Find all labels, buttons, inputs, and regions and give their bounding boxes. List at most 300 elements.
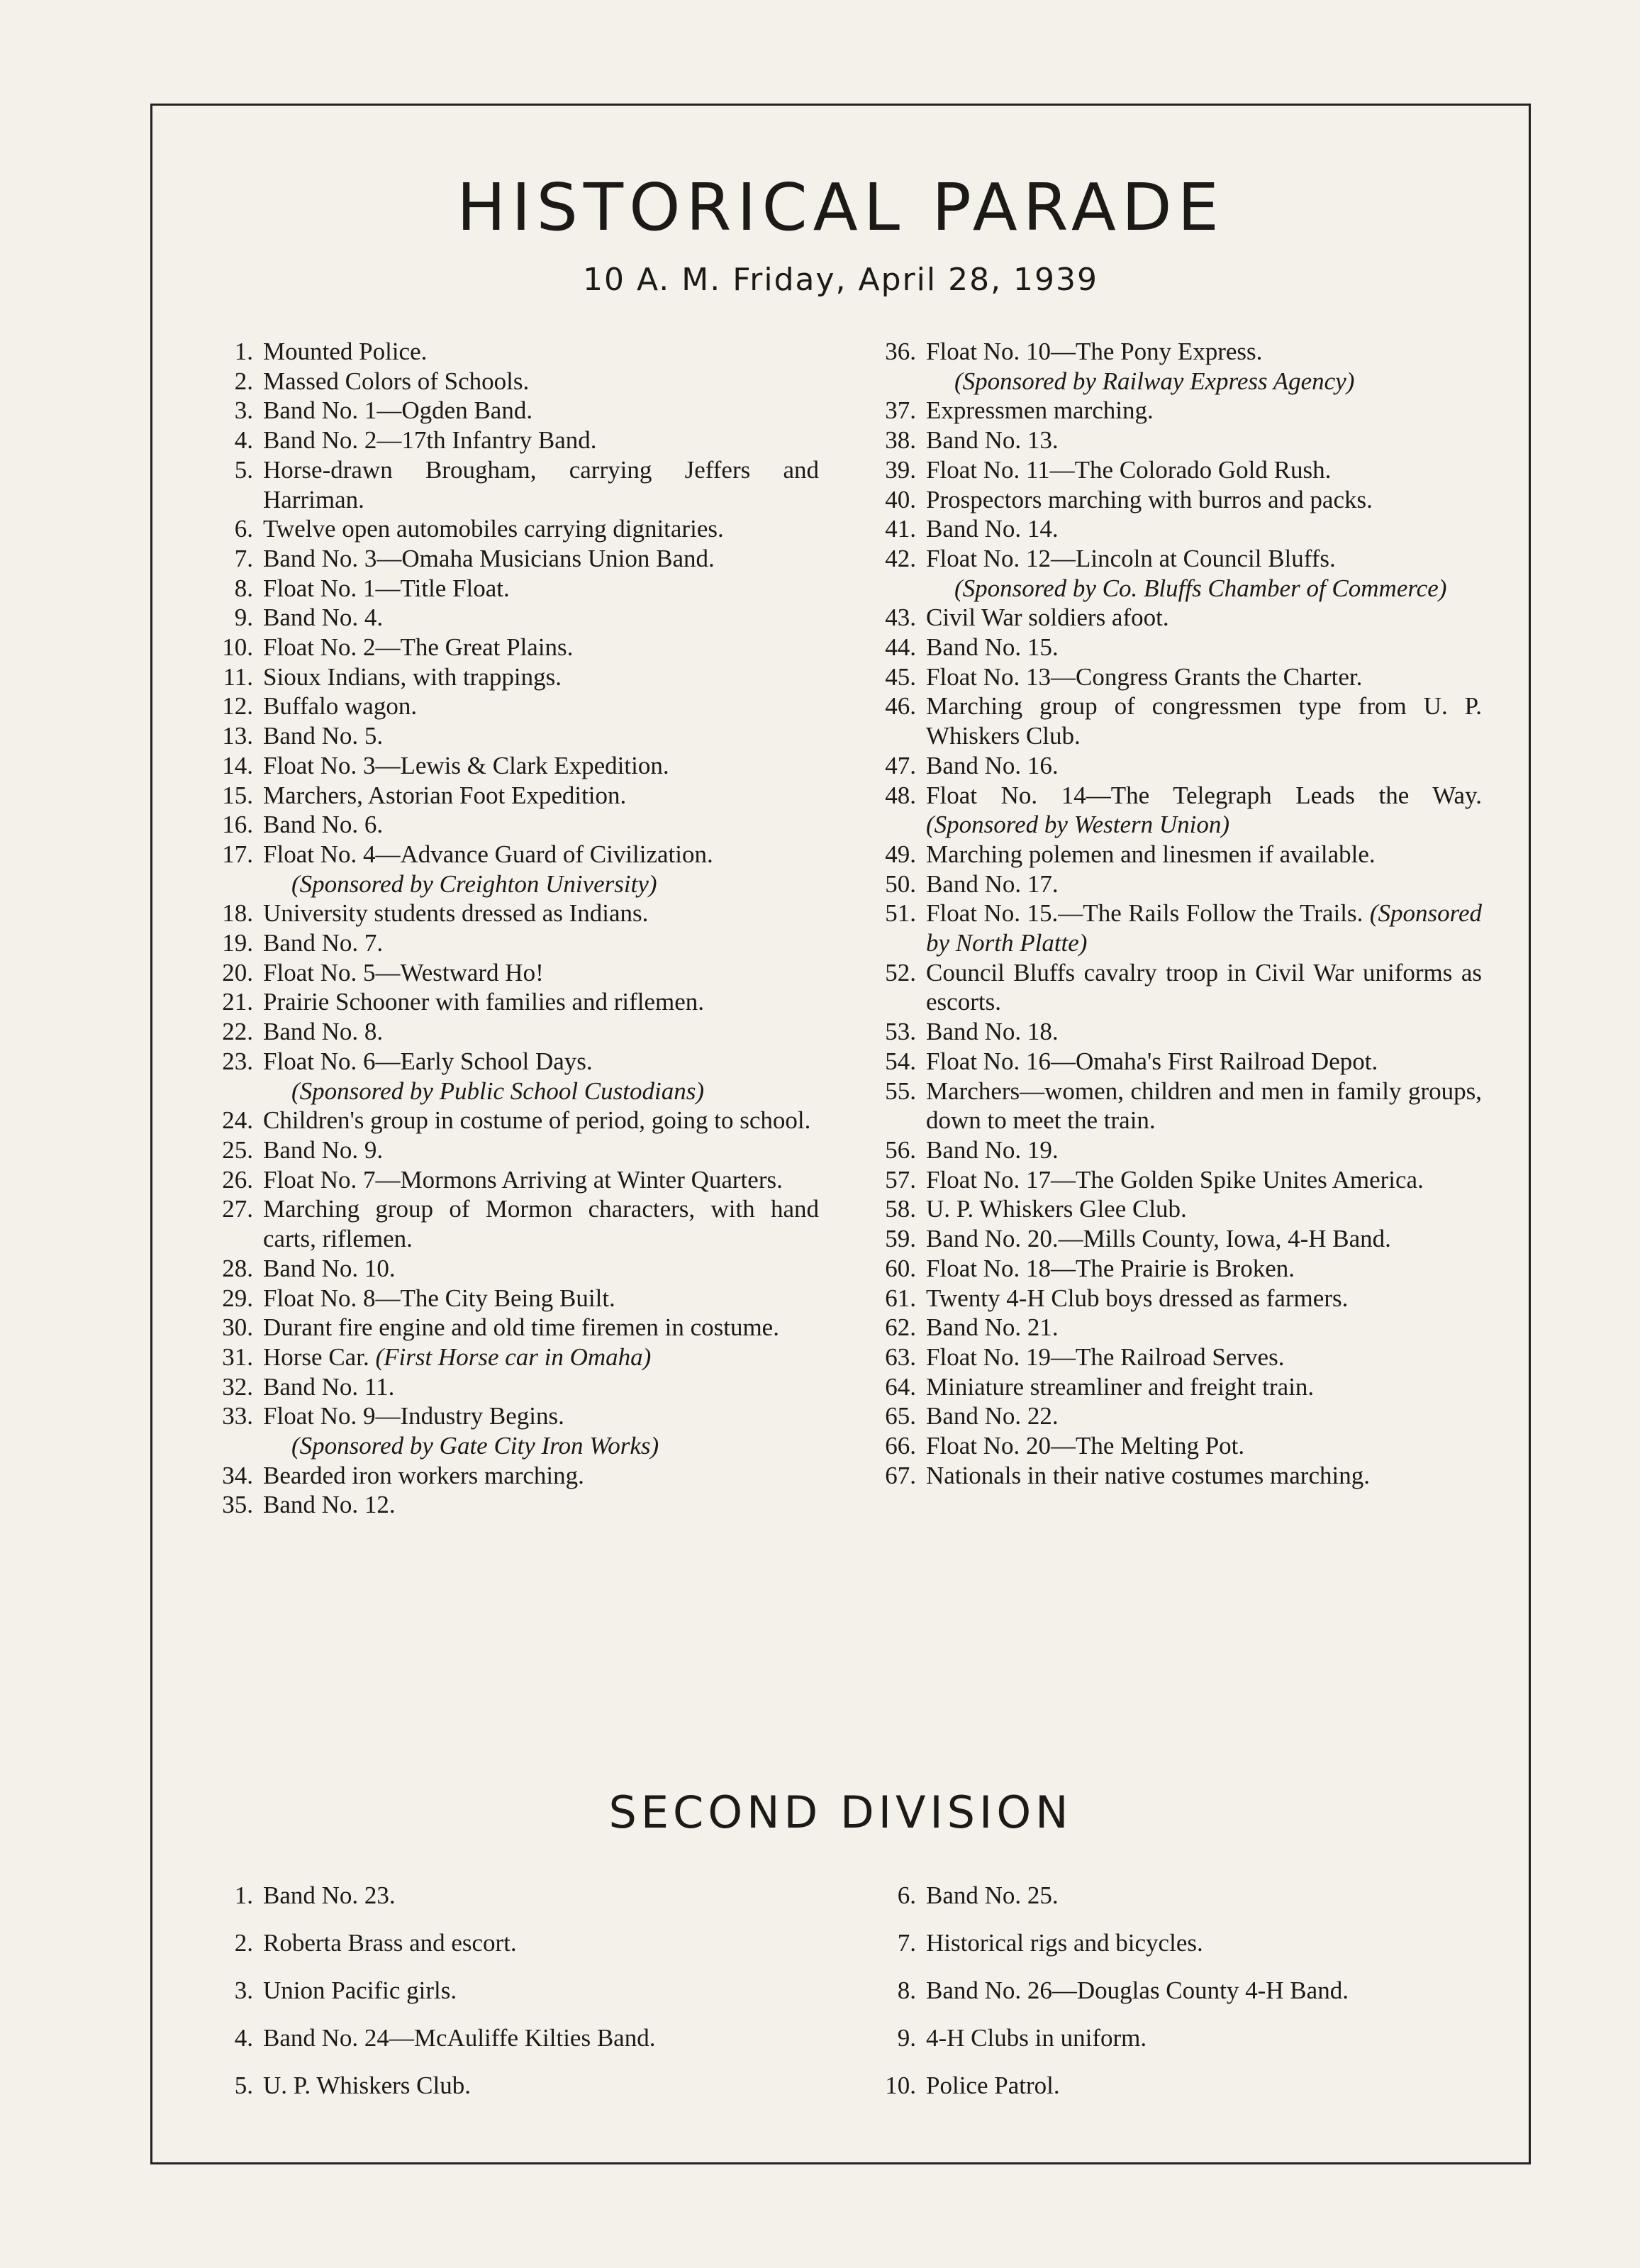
item-text-block (263, 1461, 819, 1491)
list-item (815, 781, 1482, 840)
item-text: Children's group in costume of period, going to school. (263, 1106, 811, 1135)
item-number: 9. (897, 2024, 916, 2052)
item-number: 3. (234, 1977, 253, 2004)
list-item (152, 2014, 791, 2062)
item-text: Band No. 10. (263, 1254, 396, 1282)
list-item (152, 514, 819, 544)
item-text: Horse Car. (263, 1343, 369, 1371)
list-item (152, 781, 819, 811)
list-item (815, 899, 1482, 957)
item-number: 41. (885, 515, 916, 543)
list-item (815, 869, 1482, 899)
item-number: 58. (885, 1195, 916, 1223)
item-number: 44. (885, 633, 916, 662)
list-item (152, 367, 819, 396)
list-item (152, 426, 819, 455)
item-number: 11. (223, 662, 253, 691)
item-number: 26. (222, 1165, 253, 1194)
list-item (815, 751, 1482, 781)
item-text: Durant fire engine and old time firemen in costume. (263, 1313, 779, 1342)
item-text: Band No. 5. (263, 722, 384, 750)
item-text: University students dressed as Indians. (263, 899, 649, 928)
list-item (152, 1919, 791, 1967)
item-text-block (926, 337, 1482, 396)
list-item (152, 1872, 791, 1919)
item-text-block (263, 426, 819, 455)
list-item (815, 958, 1482, 1017)
item-text: Band No. 7. (263, 929, 384, 957)
list-item (152, 574, 819, 604)
item-text: Band No. 16. (926, 751, 1059, 779)
item-sponsor: (Sponsored by Co. Bluffs Chamber of Commerce) (954, 574, 1447, 602)
list-item (815, 1919, 1482, 1967)
item-number: 64. (885, 1372, 916, 1401)
item-number: 29. (222, 1284, 253, 1312)
item-text: Historical rigs and bicycles. (926, 1929, 1203, 1957)
list-item (815, 1343, 1482, 1372)
item-number: 36. (885, 338, 916, 365)
list-item (815, 1401, 1482, 1431)
item-text-block (263, 751, 819, 781)
item-text-block (263, 1490, 819, 1520)
list-item (815, 1254, 1482, 1284)
item-number: 67. (885, 1461, 916, 1489)
item-text-block (926, 485, 1482, 515)
item-text-block (926, 869, 1482, 899)
list-item (815, 544, 1482, 603)
list-item (152, 396, 819, 426)
list-item (152, 987, 819, 1017)
item-text: Band No. 2—17th Infantry Band. (263, 426, 597, 455)
item-text: Roberta Brass and escort. (263, 1929, 517, 1957)
item-number: 21. (222, 988, 253, 1016)
item-number: 16. (222, 811, 253, 839)
item-number: 53. (885, 1018, 916, 1046)
item-text: Float No. 5—Westward Ho! (263, 958, 544, 986)
item-number: 37. (885, 396, 916, 425)
second-division-right-column (815, 1872, 1482, 2109)
list-item (815, 1431, 1482, 1461)
list-item (152, 603, 819, 633)
item-text: Buffalo wagon. (263, 692, 418, 721)
item-text: Float No. 17—The Golden Spike Unites America. (926, 1165, 1424, 1194)
item-text: Horse-drawn Brougham, carrying Jeffers and Harriman. (263, 455, 819, 513)
item-text: Float No. 9—Industry Begins. (263, 1402, 564, 1430)
list-item (815, 1872, 1482, 1919)
item-text-block (263, 781, 819, 811)
item-text-block (263, 1165, 819, 1195)
item-number: 2. (234, 1929, 253, 1957)
item-text: Sioux Indians, with trappings. (263, 662, 562, 691)
item-text: Float No. 12—Lincoln at Council Bluffs. (926, 544, 1336, 572)
item-text: Prospectors marching with burros and packs. (926, 485, 1373, 513)
item-text-block (926, 2062, 1482, 2109)
item-text: Miniature streamliner and freight train. (926, 1372, 1315, 1401)
list-item (152, 544, 819, 574)
item-text-block (926, 958, 1482, 1017)
list-item (152, 633, 819, 662)
item-number: 50. (885, 869, 916, 898)
item-number: 28. (222, 1254, 253, 1282)
item-number: 6. (234, 515, 253, 543)
second-division-left-column (152, 1872, 791, 2109)
item-text: Band No. 25. (926, 1881, 1059, 1909)
item-number: 4. (234, 426, 253, 455)
list-item (815, 633, 1482, 662)
item-text: U. P. Whiskers Glee Club. (926, 1195, 1187, 1223)
item-text: Float No. 3—Lewis & Clark Expedition. (263, 751, 669, 779)
list-item (152, 1047, 819, 1106)
item-italic-note: (Sponsored by Western Union) (926, 811, 1230, 839)
item-text-block (926, 1284, 1482, 1313)
item-text: Float No. 2—The Great Plains. (263, 633, 574, 662)
item-text: Marchers, Astorian Foot Expedition. (263, 781, 627, 809)
item-text-block (926, 1313, 1482, 1343)
item-number: 47. (885, 751, 916, 779)
item-number: 27. (222, 1195, 253, 1223)
list-item (815, 1017, 1482, 1047)
list-item (815, 1135, 1482, 1165)
item-number: 62. (885, 1313, 916, 1342)
list-item (152, 721, 819, 751)
list-item (815, 485, 1482, 515)
item-text-block (263, 899, 819, 928)
item-number: 30. (222, 1313, 253, 1342)
item-number: 60. (885, 1254, 916, 1282)
item-number: 39. (885, 455, 916, 484)
item-number: 2. (234, 367, 253, 395)
item-number: 20. (222, 958, 253, 986)
item-number: 31. (222, 1343, 253, 1371)
item-number: 6. (897, 1881, 916, 1909)
item-number: 40. (885, 485, 916, 513)
item-text-block (263, 662, 819, 692)
item-text-block (926, 544, 1482, 603)
item-number: 56. (885, 1135, 916, 1164)
item-number: 19. (222, 929, 253, 957)
item-number: 8. (234, 574, 253, 602)
item-text-block (263, 396, 819, 426)
item-number: 55. (885, 1077, 916, 1105)
item-text-block (926, 396, 1482, 426)
item-text-block (926, 1343, 1482, 1372)
item-text-block (926, 1047, 1482, 1077)
item-text-block (263, 1106, 819, 1135)
item-number: 7. (234, 544, 253, 572)
list-item (815, 1372, 1482, 1402)
list-item (152, 1194, 819, 1253)
item-text-block (263, 691, 819, 721)
list-item (152, 1135, 819, 1165)
item-text-block (926, 1872, 1482, 1919)
list-item (815, 1194, 1482, 1224)
item-number: 8. (897, 1977, 916, 2004)
item-number: 38. (885, 426, 916, 455)
item-italic-note: (First Horse car in Omaha) (375, 1343, 652, 1371)
item-number: 54. (885, 1047, 916, 1075)
item-number: 59. (885, 1225, 916, 1253)
item-text: Massed Colors of Schools. (263, 367, 530, 395)
list-item (152, 1254, 819, 1284)
item-text-block (263, 928, 819, 958)
item-text-block (263, 1194, 819, 1253)
list-item (815, 1284, 1482, 1313)
item-text-block (263, 2062, 791, 2109)
item-number: 45. (885, 662, 916, 691)
item-text: Band No. 8. (263, 1018, 384, 1046)
item-text: Bearded iron workers marching. (263, 1461, 584, 1489)
item-text-block (926, 1967, 1482, 2014)
item-text-block (926, 1401, 1482, 1431)
item-text: Band No. 20.—Mills County, Iowa, 4-H Band. (926, 1225, 1391, 1253)
list-item (815, 514, 1482, 544)
item-text: Twenty 4-H Club boys dressed as farmers. (926, 1284, 1349, 1312)
page-border (150, 104, 1531, 2164)
item-text-block (263, 1254, 819, 1284)
page-subtitle: 10 A. M. Friday, April 28, 1939 (582, 262, 1099, 298)
item-text: Marchers—women, children and men in family groups, down to meet the train. (926, 1077, 1482, 1135)
list-item (152, 928, 819, 958)
item-text-block (263, 603, 819, 633)
item-number: 14. (222, 751, 253, 779)
item-text: Nationals in their native costumes marching. (926, 1461, 1370, 1489)
list-item (152, 1967, 791, 2014)
item-text: Police Patrol. (926, 2072, 1060, 2099)
list-item (152, 455, 819, 514)
item-number: 22. (222, 1018, 253, 1046)
list-item (815, 691, 1482, 750)
item-text-block (263, 721, 819, 751)
item-number: 34. (222, 1461, 253, 1489)
item-text-block (926, 1017, 1482, 1047)
item-number: 49. (885, 840, 916, 868)
item-text-block (263, 1284, 819, 1313)
item-number: 12. (222, 692, 253, 721)
item-text-block (263, 337, 819, 367)
item-text: Band No. 22. (926, 1402, 1059, 1430)
item-text-block (263, 1017, 819, 1047)
item-text: Float No. 13—Congress Grants the Charter. (926, 662, 1363, 691)
item-text-block (263, 1872, 791, 1919)
list-item (152, 1284, 819, 1313)
item-number: 7. (897, 1929, 916, 1957)
item-text-block (926, 633, 1482, 662)
item-sponsor: (Sponsored by Creighton University) (291, 869, 657, 898)
item-text-block (263, 1401, 819, 1460)
item-text: Float No. 10—The Pony Express. (926, 338, 1263, 365)
list-item (815, 426, 1482, 455)
item-text-block (263, 1343, 819, 1372)
item-text-block (263, 1047, 819, 1106)
item-text-block (926, 1135, 1482, 1165)
item-text: Mounted Police. (263, 338, 428, 365)
item-number: 9. (234, 604, 253, 632)
item-text: Band No. 24—McAuliffe Kilties Band. (263, 2024, 656, 2052)
item-text: Expressmen marching. (926, 396, 1154, 425)
item-text-block (926, 1165, 1482, 1195)
item-text: Float No. 14—The Telegraph Leads the Way. (926, 781, 1482, 809)
item-text: Marching group of Mormon characters, with hand carts, riflemen. (263, 1195, 819, 1253)
list-item (152, 662, 819, 692)
item-text-block (926, 514, 1482, 544)
item-text: Float No. 8—The City Being Built. (263, 1284, 615, 1312)
list-item (815, 2014, 1482, 2062)
item-number: 17. (222, 840, 253, 868)
item-text: Twelve open automobiles carrying dignitaries. (263, 515, 724, 543)
list-item (152, 751, 819, 781)
list-item (152, 1106, 819, 1135)
list-item (815, 1165, 1482, 1195)
item-text-block (263, 514, 819, 544)
item-text-block (263, 987, 819, 1017)
item-text-block (263, 367, 819, 396)
item-italic-note: (Sponsored by North Platte) (926, 899, 1483, 957)
item-text-block (263, 840, 819, 899)
item-text: Float No. 15.—The Rails Follow the Trails. (926, 899, 1363, 928)
item-text: Band No. 23. (263, 1881, 396, 1909)
item-text: Union Pacific girls. (263, 1977, 457, 2004)
item-text-block (263, 574, 819, 604)
item-text-block (926, 2014, 1482, 2062)
item-number: 10. (222, 633, 253, 662)
list-item (152, 899, 819, 928)
list-item (815, 603, 1482, 633)
item-number: 63. (885, 1343, 916, 1371)
item-number: 10. (885, 2072, 916, 2099)
list-item (815, 455, 1482, 485)
item-text-block (263, 455, 819, 514)
item-text: Marching polemen and linesmen if available. (926, 840, 1376, 868)
item-text-block (926, 662, 1482, 692)
item-text-block (926, 781, 1482, 840)
item-text-block (926, 426, 1482, 455)
item-text-block (263, 1372, 819, 1402)
item-text-block (263, 1919, 791, 1967)
list-item (152, 1313, 819, 1343)
list-item (815, 1313, 1482, 1343)
item-text: Band No. 12. (263, 1491, 396, 1519)
list-item (815, 1224, 1482, 1254)
list-item (152, 1165, 819, 1195)
list-item (152, 810, 819, 840)
item-number: 1. (234, 1881, 253, 1909)
item-text-block (926, 899, 1482, 957)
list-item (815, 1047, 1482, 1077)
item-number: 46. (885, 692, 916, 721)
item-text-block (263, 1135, 819, 1165)
item-text-block (926, 1919, 1482, 1967)
list-item (152, 1343, 819, 1372)
item-text: Band No. 11. (263, 1372, 395, 1401)
list-item (152, 1401, 819, 1460)
item-sponsor: (Sponsored by Public School Custodians) (291, 1077, 704, 1105)
item-sponsor: (Sponsored by Gate City Iron Works) (291, 1432, 659, 1460)
item-text: Council Bluffs cavalry troop in Civil War uniforms as escorts. (926, 958, 1482, 1016)
list-item (152, 337, 819, 367)
list-item (815, 662, 1482, 692)
item-text-block (263, 1967, 791, 2014)
list-item (815, 1461, 1482, 1491)
item-number: 33. (222, 1402, 253, 1430)
item-number: 52. (885, 958, 916, 986)
item-text: Band No. 3—Omaha Musicians Union Band. (263, 544, 715, 572)
item-text: 4-H Clubs in uniform. (926, 2024, 1147, 2052)
item-text-block (926, 1194, 1482, 1224)
item-text-block (263, 1313, 819, 1343)
list-item (152, 2062, 791, 2109)
item-text-block (926, 1224, 1482, 1254)
item-number: 42. (885, 544, 916, 572)
item-text: Band No. 13. (926, 426, 1059, 455)
item-text: Marching group of congressmen type from U. P. Whiskers Club. (926, 692, 1482, 750)
list-item (152, 1461, 819, 1491)
first-division-right-column (815, 337, 1482, 1490)
item-text-block (926, 1077, 1482, 1135)
item-text-block (263, 544, 819, 574)
item-text-block (926, 1254, 1482, 1284)
list-item (152, 840, 819, 899)
item-text: Band No. 1—Ogden Band. (263, 396, 533, 425)
first-division-left-column (152, 337, 819, 1520)
item-number: 65. (885, 1402, 916, 1430)
list-item (815, 840, 1482, 869)
list-item (152, 1372, 819, 1402)
item-text: Float No. 11—The Colorado Gold Rush. (926, 455, 1332, 484)
item-number: 5. (234, 455, 253, 484)
item-text: Float No. 6—Early School Days. (263, 1047, 593, 1075)
item-number: 32. (222, 1372, 253, 1401)
item-text-block (926, 1372, 1482, 1402)
list-item (815, 1077, 1482, 1135)
item-text: Band No. 14. (926, 515, 1059, 543)
list-item (152, 691, 819, 721)
item-text: Band No. 18. (926, 1018, 1059, 1046)
item-text: Band No. 6. (263, 811, 384, 839)
item-text: Float No. 16—Omaha's First Railroad Depot. (926, 1047, 1378, 1075)
page-title: HISTORICAL PARADE (457, 169, 1225, 245)
list-item (152, 1017, 819, 1047)
item-number: 66. (885, 1432, 916, 1460)
item-number: 5. (234, 2072, 253, 2099)
item-number: 3. (234, 396, 253, 425)
item-text-block (926, 1431, 1482, 1461)
item-text-block (926, 455, 1482, 485)
item-text: Float No. 4—Advance Guard of Civilization. (263, 840, 713, 868)
item-sponsor: (Sponsored by Railway Express Agency) (954, 367, 1355, 395)
item-number: 51. (885, 899, 916, 928)
item-text-block (263, 810, 819, 840)
list-item (815, 396, 1482, 426)
item-text: Float No. 19—The Railroad Serves. (926, 1343, 1285, 1371)
item-number: 23. (222, 1047, 253, 1075)
list-item (815, 1967, 1482, 2014)
item-text: Band No. 21. (926, 1313, 1059, 1342)
item-text: Civil War soldiers afoot. (926, 604, 1169, 632)
list-item (152, 958, 819, 988)
list-item (815, 2062, 1482, 2109)
item-number: 15. (222, 781, 253, 809)
item-text-block (926, 603, 1482, 633)
item-text: Band No. 4. (263, 604, 384, 632)
item-text-block (263, 2014, 791, 2062)
item-number: 13. (222, 722, 253, 750)
second-division-heading: SECOND DIVISION (608, 1786, 1073, 1838)
item-text: Float No. 7—Mormons Arriving at Winter Quarters. (263, 1165, 783, 1194)
item-number: 18. (222, 899, 253, 928)
item-text: U. P. Whiskers Club. (263, 2072, 471, 2099)
item-number: 61. (885, 1284, 916, 1312)
item-number: 43. (885, 604, 916, 632)
